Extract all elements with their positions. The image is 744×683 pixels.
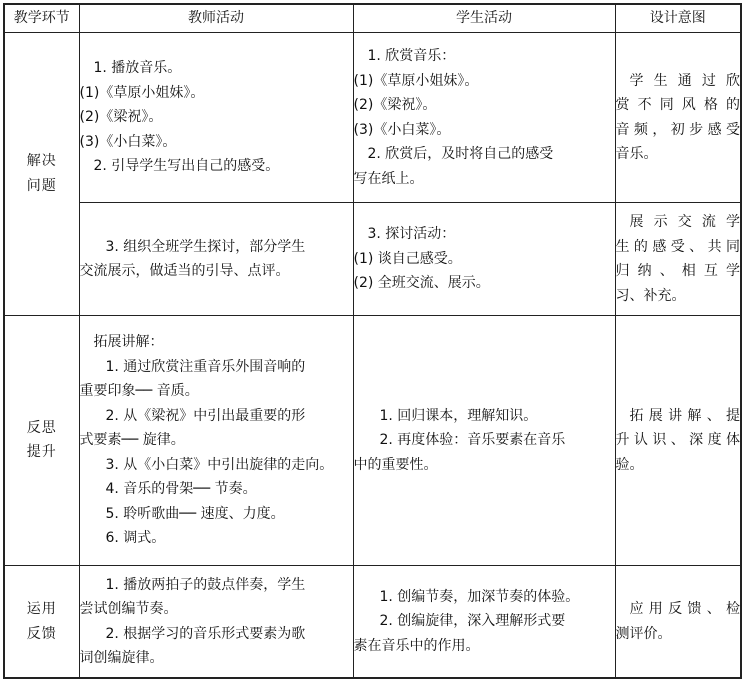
student-activity-cell: 1. 欣赏音乐： (1)《草原小姐妹》。 (2)《梁祝》。 (3)《小白菜》。 2. 欣赏后，及时将自己的感受 写在纸上。 <box>353 33 615 203</box>
header-phase: 教学环节 <box>4 4 79 33</box>
table-row <box>4 33 741 203</box>
header-row <box>4 4 741 33</box>
teacher-activity-cell: 1. 播放音乐。 (1)《草原小姐妹》。 (2)《梁祝》。 (3)《小白菜》。 2. 引导学生写出自己的感受。 <box>79 33 353 203</box>
design-intent-cell: 拓展讲解、提 升认识、深度体 验。 <box>615 315 741 566</box>
lesson-plan-table <box>3 3 742 679</box>
phase-cell: 反思 提升 <box>4 315 79 566</box>
phase-cell: 解决 问题 <box>4 33 79 316</box>
teacher-activity-cell: 1. 播放两拍子的鼓点伴奏，学生 尝试创编节奏。 2. 根据学习的音乐形式要素为歌 词创编旋律。 <box>79 566 353 678</box>
student-activity-cell: 3. 探讨活动： (1) 谈自己感受。 (2) 全班交流、展示。 <box>353 203 615 315</box>
teacher-activity-cell: 3. 组织全班学生探讨，部分学生 交流展示，做适当的引导、点评。 <box>79 203 353 315</box>
header-student-activity: 学生活动 <box>353 4 615 33</box>
table-row <box>4 315 741 566</box>
design-intent-cell: 应用反馈、检 测评价。 <box>615 566 741 678</box>
table-row <box>4 566 741 678</box>
teacher-activity-cell: 拓展讲解： 1. 通过欣赏注重音乐外围音响的 重要印象── 音质。 2. 从《梁祝》中引出最重要的形 式要素── 旋律。 3. 从《小白菜》中引出旋律的走向。 4. 音乐的骨架── 节奏。 5. 聆听歌曲── 速度、力度。 6. 调式。 <box>79 315 353 566</box>
student-activity-cell: 1. 创编节奏，加深节奏的体验。 2. 创编旋律，深入理解形式要 素在音乐中的作用。 <box>353 566 615 678</box>
header-teacher-activity: 教师活动 <box>79 4 353 33</box>
table-row <box>4 203 741 315</box>
phase-cell: 运用 反馈 <box>4 566 79 678</box>
header-design-intent: 设计意图 <box>615 4 741 33</box>
design-intent-cell: 学生通过欣 赏不同风格的 音频，初步感受 音乐。 <box>615 33 741 203</box>
student-activity-cell: 1. 回归课本，理解知识。 2. 再度体验：音乐要素在音乐 中的重要性。 <box>353 315 615 566</box>
design-intent-cell: 展示交流学 生的感受、共同 归纳、相互学 习、补充。 <box>615 203 741 315</box>
